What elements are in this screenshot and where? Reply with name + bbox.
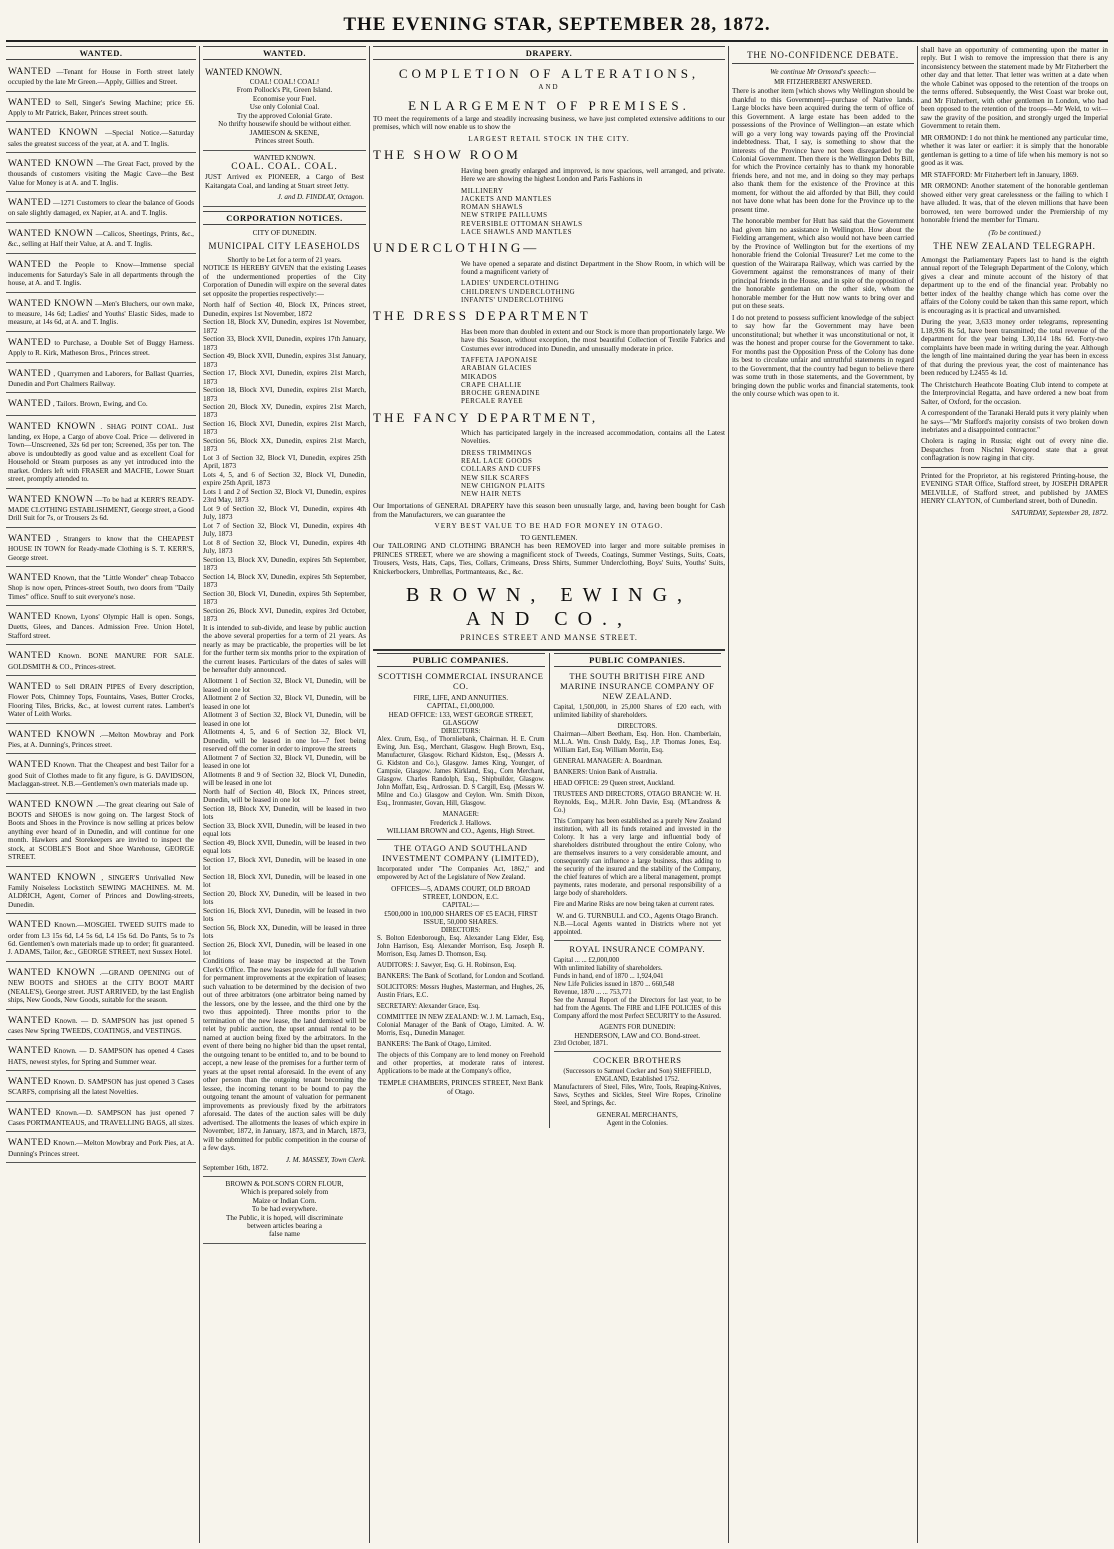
wanted-ad bbox=[6, 727, 196, 755]
southbritish-dir-head: DIRECTORS. bbox=[617, 722, 657, 730]
ad-text: Known.—MOSGIEL TWEED SUITS made to order from L3 15s 6d, L4 5s 6d, L4 15s 6d. Do Pants, 5s to 7s 6d. Gentlemen's own materials made up to order; fit guaranteed. J. ADAMS, Tailor, &c., GEORGE STREET, next Sussex Hotel. bbox=[8, 921, 194, 957]
ad-text: to Sell, Singer's Sewing Machine; price £6. Apply to Mr Patrick, Baker, Princes street south. bbox=[8, 98, 194, 117]
fancy-item: NEW SILK SCARFS bbox=[461, 473, 530, 482]
dress-item: MIKADOS bbox=[461, 372, 498, 381]
otago-name: THE OTAGO AND SOUTHLAND INVESTMENT COMPANY (LIMITED), bbox=[382, 842, 540, 863]
ad-title: BROWN & POLSON'S CORN FLOUR, bbox=[225, 1179, 344, 1188]
otago-capital-head: CAPITAL:— bbox=[442, 901, 480, 909]
wanted-ad bbox=[6, 396, 196, 415]
notice-body: It is intended to sub-divide, and lease by public auction the above several properties for a term of 21 years. As nearly as may be practicable, the properties will be let for the further term six months prior to the expiration of the current leases. Particulars of the dates of sales will be hereafter duly announced. bbox=[203, 623, 366, 674]
scottish-office: HEAD OFFICE: 133, WEST GEORGE STREET, GLASGOW bbox=[388, 710, 533, 728]
ad-text: .—Melton Mowbray and Pork Pies, at A. Dunning's, Princes street. bbox=[8, 730, 194, 749]
cocker-agent: Agent in the Colonies. bbox=[606, 1119, 668, 1127]
allotment-item: Allotments 8 and 9 of Section 32, Block VI, Dunedin, will be leased in one lot bbox=[203, 770, 366, 788]
wanted-ad bbox=[6, 797, 196, 867]
column-drapery bbox=[373, 46, 725, 1543]
royal-body: See the Annual Report of the Directors for last year, to be had from the Agents. The FIRE and LIFE POLICIES of this Company afford the most Perfect SECURITY to the Assured. bbox=[553, 996, 721, 1020]
ad-line: Try the approved Colonial Grate. bbox=[236, 111, 333, 120]
allotment-item: Allotment 1 of Section 32, Block VI, Dunedin, will be leased in one lot bbox=[203, 677, 366, 694]
ad-text: Known. D. SAMPSON has just opened 3 Cases SCARFS, comprising all the latest Novelties. bbox=[8, 1078, 194, 1097]
drapery-title-2: ENLARGEMENT OF PREMISES. bbox=[408, 97, 690, 113]
debate-subhead: MR FITZHERBERT ANSWERED. bbox=[774, 79, 872, 87]
ad-line: Economise your Fuel. bbox=[252, 94, 317, 103]
ad-lead: WANTED KNOWN bbox=[8, 494, 94, 505]
underclothing-items bbox=[461, 279, 725, 304]
ad-lead: WANTED bbox=[8, 259, 52, 270]
ad-line: Princes street South. bbox=[255, 137, 314, 146]
dress-item: CRAPE CHALLIE bbox=[461, 380, 522, 389]
wanted-ad bbox=[6, 335, 196, 363]
dress-item: ARABIAN GLACIES bbox=[461, 364, 532, 373]
telegraph-paragraph: During the year, 3,633 money order telegrams, representing L18,936 8s 5d, have been transmitted; the total revenue of the department for the year being L30,114 18s 6d. Forty-two complaints have been made in writing during the year. Although the length of line maintained during the year has been in excess of that during the previous year, the cost of maintenance has been reduced by L2455 4s 1d. bbox=[921, 318, 1108, 378]
value-line: VERY BEST VALUE TO BE HAD FOR MONEY IN OTAGO. bbox=[434, 522, 664, 531]
scottish-manager: Frederick J. Hallows. bbox=[430, 818, 492, 827]
ad-text: to Sell DRAIN PIPES of Every description, Flower Pots, Chimney Tops, Fountains, Vases, Butter Crocks, Flooring Tiles, Bricks, &c., at lowest current rates. Lambert's Water of Leith Works. bbox=[8, 683, 194, 719]
ad-lead: WANTED bbox=[8, 399, 52, 410]
wanted-ad bbox=[6, 1105, 196, 1133]
underclothing-item: CHILDREN'S UNDERCLOTHING bbox=[461, 287, 576, 296]
ad-lead: WANTED KNOWN bbox=[8, 872, 97, 883]
royal-agents-head: AGENTS FOR DUNEDIN: bbox=[599, 1023, 676, 1031]
telegraph-body bbox=[921, 256, 1108, 463]
ad-lead: WANTED bbox=[8, 67, 52, 78]
ad-line: To be had everywhere. bbox=[251, 1205, 318, 1214]
section-header: PUBLIC COMPANIES. bbox=[377, 653, 545, 667]
wanted-ad bbox=[6, 679, 196, 724]
allotment-item: Allotments 4, 5, and 6 of Section 32, Block VI, Dunedin, will be leased in one lot—7 feet being reserved off the corner in order to improve the streets bbox=[203, 728, 366, 754]
debate-paragraph: There is another item [which shows why Wellington should be thankful to this Government]—purchase of Native lands. Large blocks have been acquired during the term of office of this Government. A large estate has been added to the possessions of the Province of Wellington—an estate which will go a very long way towards paying off the Provincial indebtedness. That, I say, is something to show that the interests of the Province have not been disregarded by the Colonial Government. Then there is the Wellington Debts Bill, for which the Province certainly has to thank my honorable friends here, and not me, and in doing so they may perhaps also thank them for the existence of the Province at this moment, for without the aid afforded by that Bill, they could not have done what has been done for the Province up to the present time. bbox=[732, 87, 914, 214]
ad-lead: WANTED KNOWN bbox=[8, 729, 96, 740]
ad-lead: WANTED bbox=[8, 612, 52, 623]
dress-items bbox=[461, 356, 725, 406]
showroom-text: Having been greatly enlarged and improved, is now spacious, well arranged, and private. Here we are showing the highest London and Paris Fashions in bbox=[461, 166, 725, 184]
notice-subtitle: Shortly to be Let for a term of 21 years. bbox=[227, 255, 342, 264]
ad-text: —Calicos, Sheetings, Prints, &c., &c., selling at Half their Value, at A. and T. Inglis. bbox=[8, 229, 194, 249]
wanted-ad bbox=[6, 366, 196, 394]
ad-head: WANTED KNOWN. bbox=[253, 153, 316, 162]
scottish-kind: FIRE, LIFE, AND ANNUITIES. bbox=[413, 693, 509, 702]
wanted-ad bbox=[6, 195, 196, 223]
column-debate bbox=[732, 46, 914, 1543]
otago-secretary: SECRETARY: Alexander Grace, Esq. bbox=[377, 1003, 480, 1011]
ad-text: Known. — D. SAMPSON has just opened 5 cases New Spring TWEEDS, COATINGS, and VESTINGS. bbox=[8, 1016, 194, 1035]
import-text: Our Importations of GENERAL DRAPERY have this season been unusually large, and, having been bought for Cash from the Manufacturers, we can guarantee the bbox=[373, 502, 725, 519]
ad-title: COAL. COAL. COAL. bbox=[231, 161, 338, 172]
fancy-item: NEW CHIGNON PLAITS bbox=[461, 481, 546, 490]
wanted-ad bbox=[6, 570, 196, 606]
ad-text: Known, that the "Little Wonder" cheap Tobacco Shop is now open, Princes-street South, two doors from "Daily Times" office. Snuff to suit everyone's nose. bbox=[8, 574, 194, 601]
royal-figure-row: New Life Policies issued in 1870 ... 660,548 bbox=[553, 980, 675, 988]
notice-conditions: Conditions of lease may be inspected at the Town Clerk's Office. The new leases provide for full valuation for permanent improvements at the expiration of leases; such valuation to be determined by the decision of two out of three arbitrators (one arbitrator being named by the lessors, one by the lessee, and the third one by the two thus appointed). Three months prior to the termination of the new lease, the land demised will be relet by public auction, the upset annual rental to be named at auction being fixed by the arbitrators. In the event of there being no higher bid than the upset rental, the outgoing tenant to be entitled to, and to be bound to accept, a new lease of the premises for a further term of years at the upset rental aforesaid. In the event of any other person than the outgoing tenant becoming the lessee, the incoming tenant to be bound to pay the outgoing tenant the amount of valuation for permanent improvements as previously fixed by the arbitrators aforesaid. The dates of the auction sales will be duly advertised. The allotments the leases of which expire in November, 1872, in January, 1873, and in March, 1873, will be submitted for public competition in the course of a few days. bbox=[203, 957, 366, 1153]
ad-text: Known.—D. SAMPSON has just opened 7 Cases PORTMANTEAUS, and TRAVELLING BAGS, all sizes. bbox=[8, 1108, 194, 1127]
town-clerk-signature: J. M. MASSEY, Town Clerk. bbox=[285, 1155, 366, 1164]
showroom-heading: THE SHOW ROOM bbox=[373, 147, 521, 163]
allotment-list bbox=[203, 677, 366, 957]
debate-paragraph: The honorable member for Hutt has said that the Government had given him no assistance in Wellington. How about the Fielding arrangement, which also would not have been carried by the Province of Wellington but for the exertions of my honorable friend the Colonial Treasurer? Let me come to the question of the Wairarapa Railway, which was carried by the Government against the remonstrances of many of their principal friends in the House, and in spite of the opposition of the honorable gentleman on the other side, whom the honorable member for the Hutt now wants to bring over and put on these seats. bbox=[732, 217, 914, 311]
ad-text: , SINGER'S Unrivalled New Family Noiseless Lockstitch SEWING MACHINES. M. M. ALDRICH, Agent, Corner of Princes and Dowling-streets, Dunedin. bbox=[8, 873, 194, 909]
royal-figure-row: Revenue, 1870 ... ... 753,771 bbox=[553, 988, 632, 996]
lease-item: Lots 4, 5, and 6 of Section 32, Block VI, Dunedin, expire 25th April, 1873 bbox=[203, 470, 366, 488]
ad-text: —1271 Customers to clear the balance of Goods on sale slightly damaged, ex Napier, at A. and T. Inglis. bbox=[8, 199, 194, 218]
wanted-ad bbox=[6, 64, 196, 92]
ad-lead: WANTED bbox=[8, 1015, 52, 1026]
column-wanted-2 bbox=[203, 46, 366, 1543]
cocker-name: COCKER BROTHERS bbox=[593, 1055, 682, 1066]
ad-line: COAL! COAL! COAL! bbox=[249, 77, 320, 86]
ad-line: From Pollock's Pit, Green Island. bbox=[236, 86, 333, 95]
debate-body bbox=[732, 87, 914, 398]
ad-lead: WANTED bbox=[8, 1107, 52, 1118]
southbritish-agents: W. and G. TURNBULL and CO., Agents Otago Branch. bbox=[556, 912, 719, 921]
ad-lead: WANTED KNOWN bbox=[8, 298, 94, 309]
scottish-name: SCOTTISH COMMERCIAL INSURANCE CO. bbox=[378, 670, 544, 691]
section-header: WANTED. bbox=[203, 46, 366, 60]
allotment-item: Section 26, Block XVI, Dunedin, will be leased in one lot bbox=[203, 940, 366, 957]
dress-item: TAFFETA JAPONAISE bbox=[461, 356, 538, 364]
drapery-intro: TO meet the requirements of a large and steadily increasing business, we have just completed extensive additions to our premises, which will now enable us to show the bbox=[373, 114, 725, 132]
column-wanted-1 bbox=[6, 46, 196, 1543]
allotment-item: Allotment 3 of Section 32, Block VI, Dunedin, will be leased in one lot bbox=[203, 711, 366, 728]
lease-item: Lots 1 and 2 of Section 32, Block VI, Dunedin, expires 23rd May, 1873 bbox=[203, 487, 366, 505]
fancy-items bbox=[461, 449, 725, 499]
lease-item: Section 17, Block XVI, Dunedin, expires 21st March, 1873 bbox=[203, 369, 366, 386]
ad-text: .—GRAND OPENING out of NEW BOOTS and SHOES at the CITY BOOT MART (NEALE'S), George street. JUST ARRIVED, by the last English ships, New Goods, New Goods, suitable for the season. bbox=[8, 968, 194, 1005]
column-telegraph bbox=[921, 46, 1108, 1543]
southbritish-nb: N.B.—Local Agents wanted in Districts where not yet appointed. bbox=[553, 920, 721, 936]
wanted-ad bbox=[6, 965, 196, 1010]
otago-directors: S. Bolton Edenborough, Esq. Alexander Lang Elder, Esq. John Harrison, Esq. Alexander Morrison, Esq. Joseph R. Morrison, Esq. James D. Thomson, Esq. bbox=[377, 934, 545, 958]
wanted-ad bbox=[6, 156, 196, 192]
column-rule bbox=[728, 46, 729, 1543]
southbritish-body: This Company has been established as a purely New Zealand institution, with all its funds retained and invested in the Colony. It has a very large and influential body of shareholders distributed throughout the entire Colony, who are themselves insurers to a very considerable amount, and consequently can influence a large business, thus adding to the security of the insured and the stability of the Company, the chief features of which are a liberal management, prompt payments, rates moderate, and personal responsibility of a large body of shareholders. bbox=[553, 818, 721, 898]
ad-lead: WANTED bbox=[8, 1138, 52, 1149]
lease-item: Section 20, Block XV, Dunedin, expires 21st March, 1873 bbox=[203, 402, 366, 420]
imprint-date: SATURDAY, September 28, 1872. bbox=[1011, 508, 1108, 517]
ad-lead: WANTED bbox=[8, 368, 52, 379]
masthead: THE EVENING STAR, SEPTEMBER 28, 1872. bbox=[343, 14, 771, 35]
ad-lead: WANTED bbox=[8, 920, 52, 931]
wanted-ad bbox=[6, 1074, 196, 1102]
debate-continued bbox=[921, 46, 1108, 225]
debate-paragraph: MR ORMOND: Another statement of the honorable gentleman showed either very great carelessness or the failing to which I have alluded. It was, that of the eleven millions that have been borrowed, ten were borrowed under the Premiership of my honorable friend the member for Timaru. bbox=[921, 182, 1108, 225]
wanted-ads-list bbox=[6, 64, 196, 1163]
ad-lines bbox=[205, 78, 364, 146]
lease-list bbox=[203, 301, 366, 623]
ad-text: —Tenant for House in Forth street lately occupied by the late Mr Green.—Apply, Gillies and Street. bbox=[8, 68, 194, 87]
lease-item: Section 26, Block XVI, Dunedin, expires 3rd October, 1873 bbox=[203, 606, 366, 624]
wanted-ad bbox=[6, 1013, 196, 1041]
ad-lines bbox=[205, 1188, 364, 1239]
southbritish-directors: Chairman—Albert Beetham, Esq. Hon. Hon. Chamberlain, M.L.A. Wm. Crush Daldy, Esq., J.P. Thomas Jones, Esq. William Earl, Esq. William Morrin, Esq. bbox=[553, 730, 721, 754]
debate-intro: We continue Mr Ormond's speech:— bbox=[770, 67, 876, 76]
telegraph-paragraph: A correspondent of the Taranaki Herald puts it very plainly when he says—"Mr Stafford's majority consists of two broken down inebriates and a disappointed contractor." bbox=[921, 409, 1108, 434]
ad-lead: WANTED bbox=[8, 97, 52, 108]
ad-text: —The Great Fact, proved by the thousands of customers visiting the Magic Cave—the Best Value for Money is at A. and T. Inglis. bbox=[8, 160, 194, 187]
scottish-dir-head: DIRECTORS: bbox=[440, 727, 481, 735]
firm-address: PRINCES STREET AND MANSE STREET. bbox=[460, 633, 638, 643]
royal-date: 23rd October, 1871. bbox=[553, 1040, 608, 1048]
ad-text: Known, Lyons' Olympic Hall is open. Songs, Duetts, Glees, and Dances. Admission Free. Union Hotel, Stafford street. bbox=[8, 613, 194, 640]
wanted-ad bbox=[6, 917, 196, 962]
section-header: PUBLIC COMPANIES. bbox=[554, 653, 722, 667]
royal-agents: HENDERSON, LAW and CO. Bond-street. bbox=[574, 1031, 701, 1040]
wanted-ad bbox=[6, 125, 196, 153]
ad-text: the People to Know—Immense special inducements for Saturday's Sale in all departments through the house, at A. and T. Inglis. bbox=[8, 260, 194, 288]
debate-title: THE NO-CONFIDENCE DEBATE. bbox=[732, 50, 914, 64]
allotment-item: Allotment 7 of Section 32, Block VI, Dunedin, will be leased in one lot bbox=[203, 753, 366, 771]
southbritish-capital: Capital, 1,500,000, in 25,000 Shares of £20 each, with unlimited liability of shareholders. bbox=[553, 703, 721, 719]
firm-name: BROWN, EWING, AND CO., bbox=[405, 584, 693, 630]
ad-text: . SHAG POINT COAL. Just landing, ex Hope, a Cargo of above Coal. Price — delivered in Town—Unscreened, 32s 6d per ton; Screened, 35s per ton. The above is undoubtedly as good value and as excellent Coal for Household or Steam purposes as any yet introduced into the market. Orders left with FRASER and MACFIE, Lower Stuart street, promptly attended to. bbox=[8, 422, 194, 484]
scottish-directors: Alex. Crum, Esq., of Thornliebank, Chairman. H. E. Crum Ewing, Jun. Esq., Merchant, Glasgow. Hugh Brown, Esq., Manufacturer, Glasgow. Richard Kidston, Esq., (Messrs A. G. Kidston and Co.), Glasgow. James King, Younger, of Campsie, Glasgow. James Kirkland, Esq., Corn Merchant, Glasgow. Charles Randolph, Esq., Shipbuilder, Glasgow. John Moffatt, Esq., Ardrossan. D. S Cargill, Esq. (Messrs W. Milne and Co.) Glasgow and Ceylon. Wm. Smith Dixon, Esq., Ironmaster, Govan, Hill, Glasgow. bbox=[377, 735, 545, 807]
debate-paragraph: MR ORMOND: I do not think he mentioned any particular time, whether it was later or earlier: it is simply that the honorable gentleman is getting to a time of life when his memory is not so good as it was. bbox=[921, 133, 1108, 168]
dress-item: PERCALE RAYEE bbox=[461, 397, 524, 406]
lease-item: Section 16, Block XVI, Dunedin, expires 21st March, 1873 bbox=[203, 419, 366, 437]
ad-line: No thrifty housewife should be without either. bbox=[218, 120, 351, 129]
wanted-ad bbox=[6, 1043, 196, 1071]
otago-office: TEMPLE CHAMBERS, PRINCES STREET, Next Bank of Otago. bbox=[378, 1079, 544, 1096]
southbritish-name: THE SOUTH BRITISH FIRE AND MARINE INSURANCE COMPANY OF NEW ZEALAND. bbox=[560, 670, 715, 701]
scottish-capital: CAPITAL, £1,000,000. bbox=[426, 702, 495, 711]
column-rule bbox=[917, 46, 918, 1543]
fancy-text: Which has participated largely in the increased accommodation, contains all the Latest Novelties. bbox=[461, 428, 725, 446]
allotment-item: North half of Section 40, Block IX, Princes street, Dunedin, will be leased in one lot bbox=[203, 787, 366, 805]
ad-text: .—The great clearing out Sale of BOOTS and SHOES is now going on. The largest Stock of Boots and Shoes in the Province is now selling at prices below anything ever heard of in Dunedin, and will continue for one month. Hawkers and Storekeepers are invited to inspect the stock, at SCOBLE'S Boot and Shoe Warehouse, GEORGE STREET. bbox=[8, 800, 195, 862]
allotment-item: Allotment 2 of Section 32, Block VI, Dunedin, will be leased in one lot bbox=[203, 694, 366, 711]
fancy-item: COLLARS AND CUFFS bbox=[461, 465, 542, 474]
allotment-item: Section 18, Block XVI, Dunedin, will be leased in one lot bbox=[203, 872, 366, 890]
lease-item: Lot 9 of Section 32, Block VI, Dunedin, expires 4th July, 1873 bbox=[203, 504, 366, 522]
otago-objects: The objects of this Company are to lend money on Freehold and other properties, at moderate rates of interest. Applications to be made at the Company's office, bbox=[377, 1052, 545, 1076]
ad-lead: WANTED bbox=[8, 337, 52, 348]
otago-bankers-2: BANKERS: The Bank of Otago, Limited. bbox=[377, 1041, 492, 1049]
ad-lead: WANTED KNOWN bbox=[8, 228, 94, 239]
debate-paragraph: MR STAFFORD: Mr Fitzherbert left in January, 1869. bbox=[921, 170, 1079, 179]
otago-auditors: AUDITORS: J. Sawyer, Esq. G. H. Robinson, Esq. bbox=[377, 962, 516, 969]
drapery-and: AND bbox=[538, 83, 560, 92]
underclothing-item: LADIES' UNDERCLOTHING bbox=[461, 279, 560, 288]
allotment-item: Section 17, Block XVI, Dunedin, will be leased in one lot bbox=[203, 855, 366, 873]
tailoring-text: Our TAILORING AND CLOTHING BRANCH has been REMOVED into larger and more suitable premises in PRINCES STREET, where we are showing a magnificent stock of Tweeds, Coatings, Summer Vestings, Suits, Coats, Trousers, Vests, Hats, Caps, Ties, Collars, Crimeans, Dress Shirts, Summer Underclothing, Boys' Suits, Youths' Suits, Knickerbockers, Umbrellas, Portmanteaus, &c., &c. bbox=[373, 542, 725, 576]
ad-text: JUST Arrived ex PIONEER, a Cargo of Best Kaitangata Coal, and landing at Stuart street Jetty. bbox=[205, 173, 364, 190]
lease-item: Lot 7 of Section 32, Block VI, Dunedin, expires 4th July, 1873 bbox=[203, 521, 366, 539]
ad-text: Known.—Melton Mowbray and Pork Pies, at A. Dunning's Princes street. bbox=[8, 1139, 194, 1158]
ad-lead: WANTED bbox=[8, 573, 52, 583]
ad-lead: WANTED KNOWN bbox=[8, 967, 96, 978]
section-header: WANTED. bbox=[6, 46, 196, 60]
ad-lead: WANTED bbox=[8, 1077, 52, 1087]
ad-signature: J. and D. FINDLAY, Octagon. bbox=[277, 193, 364, 202]
allotment-item: Section 16, Block XVI, Dunedin, will be leased in two lots bbox=[203, 906, 366, 924]
public-companies bbox=[373, 653, 725, 1128]
ad-lead: WANTED KNOWN bbox=[8, 799, 94, 810]
ad-lead: WANTED bbox=[8, 198, 52, 209]
cocker-merchants: GENERAL MERCHANTS, bbox=[596, 1111, 678, 1120]
wanted-ad bbox=[6, 531, 196, 567]
lease-item: Section 14, Block XV, Dunedin, expires 5th September, 1873 bbox=[203, 572, 366, 590]
otago-inc: Incorporated under "The Companies Act, 1862," and empowered by Act of the Legislature of New Zealand. bbox=[377, 865, 545, 881]
cocker-sub: (Successors to Samuel Cocker and Son) SHEFFIELD, ENGLAND, Established 1752. bbox=[563, 1068, 712, 1084]
wanted-ad bbox=[6, 609, 196, 645]
ad-line: The Public, it is hoped, will discriminate bbox=[226, 1213, 343, 1222]
column-rule bbox=[369, 46, 370, 1543]
telegraph-paragraph: Cholera is raging in Russia; eight out of every nine die. Despatches from Nischni Novgorod state that a great conflagration is now raging in that city. bbox=[921, 437, 1108, 463]
telegraph-paragraph: Amongst the Parliamentary Papers last to hand is the eighth annual report of the Telegraph Department of the Colony, which gives a clear and minute account of the history of that department up to the end of the financial year. Probably no better index of the healthy change which has come over the affairs of the Colony could be taken than this same report, which is encouraging as it is practical and unvarnished. bbox=[921, 255, 1108, 315]
wanted-ad bbox=[6, 95, 196, 123]
ad-lead: WANTED KNOWN bbox=[8, 159, 94, 170]
lease-item: Section 30, Block VI, Dunedin, expires 5th September, 1873 bbox=[203, 589, 366, 607]
debate-paragraph: shall have an opportunity of commenting upon the matter in reply. But I wish to remove the impression that there is any inconsistency between the statement made by Mr Fitzherbert the other day and that letter. That letter was written at a date when the whole Cabinet was opposed to the retention of the troops on the terms offered. Subsequently, the West Coast war broke out, and Mr Fitzherbert, with other gentlemen in London, who had been opposed to the retention of the troops—Mr Weld, to wit—saw the gravity of the position, and strongly urged the Imperial Government to retain them. bbox=[921, 46, 1108, 131]
allotment-item: Section 56, Block XX, Dunedin, will be leased in three lots bbox=[203, 923, 366, 941]
wanted-ad bbox=[6, 870, 196, 915]
public-companies-right bbox=[549, 653, 726, 1128]
debate-paragraph: I do not pretend to possess sufficient knowledge of the subject to say how far the Government may have been unconstitutional; but whether it was unconstitutional or not, it was the honest and proper course for the Government to take. For months past the Opposition Press of the Colony has done its best to circulate unfair and untruthful statements in regard to the Government, that the country had begun to believe there was some truth in those statements, and the Government, by bringing down the public works and financial statements, took the only course which was open to it. bbox=[732, 313, 914, 399]
otago-solicitors: SOLICITORS: Messrs Hughes, Masterman, and Hughes, 26, Austin Friars, E.C. bbox=[377, 984, 545, 1000]
allotment-item: Section 33, Block XVII, Dunedin, will be leased in two equal lots bbox=[203, 821, 366, 839]
underclothing-item: INFANTS' UNDERCLOTHING bbox=[461, 295, 564, 304]
southbritish-risks: Fire and Marine Risks are now being taken at current rates. bbox=[553, 901, 715, 909]
showroom-item: JACKETS AND MANTLES bbox=[461, 194, 552, 203]
wanted-ad bbox=[6, 419, 196, 489]
ad-lead: WANTED bbox=[8, 651, 52, 662]
telegraph-paragraph: The Christchurch Heathcote Boating Club intend to compete at the Interprovincial Regatta, and have ordered a new boat from Salter, of Oxford, for the occasion. bbox=[921, 380, 1108, 406]
lease-item: Section 13, Block XV, Dunedin, expires 5th September, 1873 bbox=[203, 555, 366, 573]
wanted-ad bbox=[6, 492, 196, 528]
notice-title: MUNICIPAL CITY LEASEHOLDS bbox=[208, 241, 361, 252]
fancy-item: REAL LACE GOODS bbox=[461, 457, 533, 466]
wanted-ad bbox=[6, 226, 196, 254]
ad-line: Maize or Indian Corn. bbox=[252, 1196, 317, 1205]
ad-text: —Men's Bluchers, our own make, to measure, 14s 6d; Ladies' and Youths' Elastic Sides, made to measure, at 14s 6d, at A. and T. Inglis. bbox=[8, 299, 195, 327]
telegraph-title: THE NEW ZEALAND TELEGRAPH. bbox=[933, 241, 1096, 252]
lease-item: Lot 3 of Section 32, Block VI, Dunedin, expires 25th April, 1873 bbox=[203, 453, 366, 471]
ad-text: —To be had at KERR'S READY-MADE CLOTHING ESTABLISHMENT, George street, a Good Drill Suit for 7s, or Trousers 2s 6d. bbox=[8, 495, 195, 523]
royal-figure-row: Funds in hand, end of 1870 ... 1,924,041 bbox=[553, 972, 664, 980]
otago-dir-head: DIRECTORS: bbox=[440, 926, 481, 934]
ad-text: Known. — D. SAMPSON has opened 4 Cases HATS, newest styles, for Spring and Summer wear. bbox=[8, 1047, 194, 1066]
wanted-ad bbox=[6, 296, 196, 332]
scottish-agents: WILLIAM BROWN and CO., Agents, High Street. bbox=[386, 827, 535, 836]
gentlemen-heading: TO GENTLEMEN. bbox=[520, 533, 578, 542]
showroom-item: MILLINERY bbox=[461, 186, 504, 195]
ad-text: Known. That the Cheapest and best Tailor for a good Suit of Clothes made to fit any figure, is G. DAVIDSON, Maclaggan-street. N.B.—Gentlemen's own materials made up. bbox=[8, 761, 194, 789]
showroom-items bbox=[461, 187, 725, 237]
ad-lead: WANTED bbox=[8, 533, 52, 544]
coal-ad-jamieson bbox=[203, 64, 366, 150]
largest-stock: LARGEST RETAIL STOCK IN THE CITY. bbox=[468, 134, 630, 143]
dress-item: BROCHE GRENADINE bbox=[461, 389, 540, 397]
ad-text: , Quarrymen and Laborers, for Ballast Quarries, Dunedin and Port Chalmers Railway. bbox=[8, 369, 194, 388]
ad-lead: WANTED bbox=[8, 682, 52, 693]
royal-figure-row: Capital ... ... £2,000,000 bbox=[553, 956, 620, 964]
southbritish-bankers: BANKERS: Union Bank of Australia. bbox=[553, 768, 658, 776]
royal-figure-row: With unlimited liability of shareholders. bbox=[553, 964, 663, 972]
lease-item: Section 18, Block XV, Dunedin, expires 1st November, 1872 bbox=[203, 318, 366, 335]
ad-line: Use only Colonial Coal. bbox=[249, 103, 320, 112]
ad-text: to Purchase, a Double Set of Buggy Harness. Apply to R. Kirk, Matheson Bros., Princes street. bbox=[8, 338, 194, 358]
ad-text: Known. BONE MANURE FOR SALE. GOLDSMITH & CO., Princes-street. bbox=[8, 652, 194, 671]
notice-intro: NOTICE IS HEREBY GIVEN that the existing Leases of the undermentioned properties of the City Corporation of Dunedin will expire on the several dates set opposite the properties respectively:— bbox=[203, 264, 366, 298]
corn-flour-ad bbox=[203, 1176, 366, 1244]
wanted-ad bbox=[6, 648, 196, 676]
allotment-item: Section 18, Block XV, Dunedin, will be leased in two lots bbox=[203, 804, 366, 822]
ad-text: , Strangers to know that the CHEAPEST HOUSE IN TOWN for Ready-made Clothing is S. T. KERR'S, George street. bbox=[8, 534, 194, 562]
fancy-item: NEW HAIR NETS bbox=[461, 490, 522, 499]
masthead-rule bbox=[6, 40, 1108, 42]
dress-heading: THE DRESS DEPARTMENT bbox=[373, 308, 591, 324]
ad-lead: WANTED KNOWN bbox=[8, 421, 96, 432]
ad-lead: WANTED KNOWN bbox=[8, 128, 99, 139]
showroom-item: NEW STRIPE PAILLUMS bbox=[461, 211, 548, 220]
section-header: CORPORATION NOTICES. bbox=[203, 211, 366, 225]
fancy-heading: THE FANCY DEPARTMENT, bbox=[373, 409, 599, 425]
otago-committee: COMMITTEE IN NEW ZEALAND: W. J. M. Larnach, Esq., Colonial Manager of the Bank of Otago, Limited. A. W. Morris, Esq., Dunedin Manager. bbox=[377, 1014, 545, 1038]
coal-ad-findlay bbox=[203, 151, 366, 207]
fancy-item: DRESS TRIMMINGS bbox=[461, 448, 532, 457]
underclothing-text: We have opened a separate and distinct Department in the Show Room, in which will be found a magnificent variety of bbox=[461, 259, 725, 276]
wanted-ad bbox=[6, 1135, 196, 1163]
otago-bankers: BANKERS: The Bank of Scotland, for London and Scotland. bbox=[377, 973, 545, 981]
royal-name: ROYAL INSURANCE COMPANY. bbox=[569, 943, 706, 954]
royal-figures bbox=[554, 957, 722, 997]
allotment-item: Section 49, Block XVII, Dunedin, will be leased in two equal lots bbox=[203, 838, 366, 856]
southbritish-headoffice: HEAD OFFICE: 29 Queen street, Auckland. bbox=[553, 779, 675, 787]
ad-text: —Special Notice.—Saturday sales the greatest success of the year, at A. and T. Inglis. bbox=[8, 129, 194, 148]
drapery-title: COMPLETION OF ALTERATIONS, bbox=[398, 66, 700, 82]
lease-item: Section 49, Block XVII, Dunedin, expires 31st January, 1873 bbox=[203, 352, 366, 369]
printer-imprint: Printed for the Proprietor, at his registered Printing-house, the EVENING STAR Office, Stafford street, by JOSEPH DRAPER MELVILLE, of Stafford street, and published by JAMES HENRY CLAYTON, of Cumberland street, both of Dunedin. bbox=[921, 471, 1108, 506]
ad-line: JAMIESON & SKENE, bbox=[249, 128, 320, 137]
wanted-ad bbox=[6, 757, 196, 793]
lease-item: Section 18, Block XVI, Dunedin, expires 21st March, 1873 bbox=[203, 386, 366, 403]
lease-item: Lot 8 of Section 32, Block VI, Dunedin, expires 4th July, 1873 bbox=[203, 538, 366, 556]
dress-text: Has been more than doubled in extent and our Stock is more than proportionately large. We have this Season, without exception, the most beautiful Collection of Textile Fabrics and Costumes ever introduced into Dunedin, and unusually moderate in price. bbox=[461, 327, 725, 353]
to-be-continued: (To be continued.) bbox=[988, 228, 1041, 237]
public-companies-left bbox=[373, 653, 549, 1128]
showroom-item: LACE SHAWLS AND MANTLES bbox=[461, 227, 573, 236]
ad-line: false name bbox=[269, 1230, 300, 1239]
lease-item: North half of Section 40, Block IX, Princes street, Dunedin, expires 1st November, 1872 bbox=[203, 301, 366, 318]
lease-item: Section 56, Block XX, Dunedin, expires 21st March, 1873 bbox=[203, 436, 366, 454]
scottish-manager-head: MANAGER: bbox=[442, 810, 479, 818]
southbritish-trustees: TRUSTEES AND DIRECTORS, OTAGO BRANCH: W. H. Reynolds, Esq., M.H.R. John Davie, Esq. (M'Landress & Co.) bbox=[553, 791, 721, 815]
section-header: DRAPERY. bbox=[373, 46, 725, 60]
ad-line: Which is prepared solely from bbox=[240, 1188, 329, 1197]
ad-lead: WANTED bbox=[8, 1046, 52, 1057]
wanted-ad bbox=[6, 257, 196, 293]
ad-lead: WANTED bbox=[8, 760, 52, 771]
showroom-item: ROMAN SHAWLS bbox=[461, 203, 524, 212]
ad-line: between articles bearing a bbox=[247, 1222, 322, 1230]
column-rule bbox=[199, 46, 200, 1543]
lease-item: Section 33, Block XVII, Dunedin, expires 17th January, 1873 bbox=[203, 335, 366, 352]
ad-lead: WANTED KNOWN. bbox=[205, 67, 282, 78]
otago-capital: £500,000 in 100,000 SHARES OF £5 EACH, FIRST ISSUE, 50,000 SHARES. bbox=[384, 909, 538, 927]
otago-offices: OFFICES—5, ADAMS COURT, OLD BROAD STREET, LONDON, E.C. bbox=[391, 884, 531, 902]
ad-text: , Tailors. Brown, Ewing, and Co. bbox=[51, 400, 148, 409]
underclothing-heading: UNDERCLOTHING— bbox=[373, 240, 540, 256]
city-name: CITY OF DUNEDIN. bbox=[252, 228, 317, 237]
cocker-body: Manufacturers of Steel, Files, Wire, Tools, Reaping-Knives, Saws, Scythes and Sickles, Steel Wire Ropes, Crinoline Steel, and Springs, &c. bbox=[553, 1084, 721, 1108]
showroom-item: REVERSIBLE OTTOMAN SHAWLS bbox=[461, 219, 583, 228]
notice-date: September 16th, 1872. bbox=[203, 1164, 269, 1173]
allotment-item: Section 20, Block XV, Dunedin, will be leased in two lots bbox=[203, 889, 366, 907]
southbritish-manager: GENERAL MANAGER: A. Boardman. bbox=[553, 757, 663, 765]
